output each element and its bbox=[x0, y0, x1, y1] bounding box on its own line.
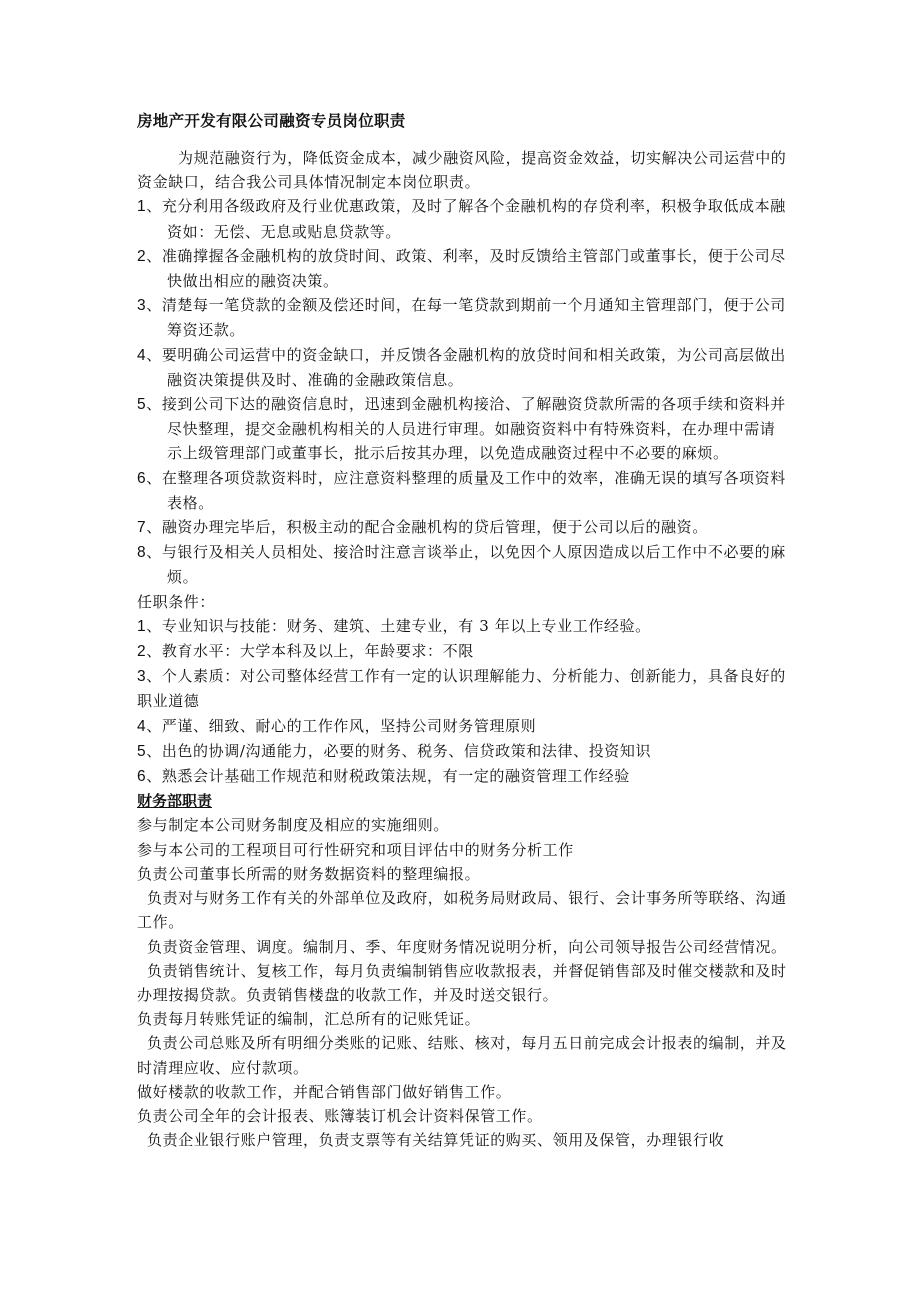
document-page bbox=[137, 110, 787, 1152]
item-number: 8 bbox=[137, 544, 147, 562]
responsibility-item bbox=[137, 293, 787, 342]
responsibility-item bbox=[137, 466, 787, 515]
item-text: 、清楚每一笔贷款的金额及偿还时间，在每一笔贷款到期前一个月通知主管理部门，便于公司筹资还款。 bbox=[146, 296, 786, 340]
finance-heading: 财务部职责 bbox=[137, 792, 213, 811]
item-text: 、个人素质：对公司整体经营工作有一定的认识理解能力、分析能力、创新能力，具备良好的职业道德 bbox=[137, 667, 786, 711]
item-number: 2 bbox=[137, 247, 147, 265]
responsibility-item bbox=[137, 343, 787, 392]
item-number: 1 bbox=[137, 198, 147, 216]
item-text: 、在整理各项贷款资料时，应注意资料整理的质量及工作中的效率，准确无误的填写各项资料表格。 bbox=[146, 468, 786, 512]
responsibility-item bbox=[137, 194, 787, 243]
finance-duty: 负责对与财务工作有关的外部单位及政府，如税务局财政局、银行、会计事务所等联络、沟通工作。 bbox=[137, 889, 787, 932]
finance-duty: 参与本公司的工程项目可行性研究和项目评估中的财务分析工作 bbox=[137, 840, 574, 859]
responsibility-item bbox=[137, 540, 787, 589]
item-text: 、准确撑握各金融机构的放贷时间、政策、利率，及时反馈给主管部门或董事长，便于公司尽快做出相应的融资决策。 bbox=[146, 246, 786, 291]
requirement-item bbox=[137, 714, 787, 739]
item-number: 5 bbox=[137, 396, 147, 414]
item-text: 、融资办理完毕后，积极主动的配合金融机构的贷后管理，便于公司以后的融资。 bbox=[146, 518, 708, 537]
item-number: 6 bbox=[137, 768, 147, 786]
item-number: 4 bbox=[137, 346, 147, 364]
item-number: 7 bbox=[137, 519, 147, 537]
requirement-item bbox=[137, 639, 787, 664]
item-number: 2 bbox=[137, 643, 147, 661]
responsibility-item bbox=[137, 392, 787, 466]
item-text: 、接到公司下达的融资信息时，迅速到金融机构接洽、了解融资贷款所需的各项手续和资料并尽快整理，提交金融机构相关的人员进行审理。如融资资料中有特殊资料，在办理中需请示上级管理部门或董事长，批示后按其办理，以免造成融资过程中不必要的麻烦。 bbox=[146, 395, 786, 463]
item-number: 4 bbox=[137, 717, 147, 735]
finance-duty: 参与制定本公司财务制度及相应的实施细则。 bbox=[137, 816, 450, 835]
item-number: 1 bbox=[137, 617, 147, 635]
finance-duty: 负责公司全年的会计报表、账簿装订机会计资料保管工作。 bbox=[137, 1106, 543, 1125]
finance-duty: 负责资金管理、调度。编制月、季、年度财务情况说明分析，向公司领导报告公司经营情况。 bbox=[147, 937, 787, 956]
item-text: 、专业知识与技能：财务、建筑、土建专业，有 3 年以上专业工作经验。 bbox=[146, 616, 651, 635]
item-number: 3 bbox=[137, 297, 147, 315]
item-number: 5 bbox=[137, 742, 147, 760]
finance-duty: 负责公司董事长所需的财务数据资料的整理编报。 bbox=[137, 864, 481, 883]
item-text: 、充分利用各级政府及行业优惠政策，及时了解各个金融机构的存贷利率，积极争取低成本融资如：无偿、无息或贴息贷款等。 bbox=[146, 197, 786, 241]
intro-paragraph: 为规范融资行为，降低资金成本，减少融资风险，提高资金效益，切实解决公司运营中的资金缺口，结合我公司具体情况制定本岗位职责。 bbox=[137, 149, 787, 192]
requirement-item bbox=[137, 739, 787, 764]
item-text: 、与银行及相关人员相处、接洽时注意言谈举止，以免因个人原因造成以后工作中不必要的麻烦。 bbox=[146, 543, 786, 587]
item-text: 、教育水平：大学本科及以上，年龄要求：不限 bbox=[146, 642, 474, 661]
document-title: 房地产开发有限公司融资专员岗位职责 bbox=[137, 112, 406, 130]
requirement-item bbox=[137, 664, 787, 713]
requirement-item bbox=[137, 764, 787, 789]
finance-duty: 负责每月转账凭证的编制，汇总所有的记账凭证。 bbox=[137, 1010, 481, 1029]
finance-duty: 做好楼款的收款工作，并配合销售部门做好销售工作。 bbox=[137, 1082, 512, 1101]
item-text: 、严谨、细致、耐心的工作作风，坚持公司财务管理原则 bbox=[146, 716, 537, 735]
item-number: 6 bbox=[137, 469, 147, 487]
responsibility-list bbox=[137, 194, 787, 589]
finance-duty: 负责企业银行账户管理，负责支票等有关结算凭证的购买、领用及保管，办理银行收 bbox=[147, 1131, 725, 1150]
requirements-list bbox=[137, 614, 787, 789]
item-text: 、熟悉会计基础工作规范和财税政策法规，有一定的融资管理工作经验 bbox=[146, 767, 630, 786]
requirement-item bbox=[137, 614, 787, 639]
finance-duty: 负责公司总账及所有明细分类账的记账、结账、核对，每月五日前完成会计报表的编制，并及时清理应收、应付款项。 bbox=[137, 1034, 787, 1077]
finance-duty: 负责销售统计、复核工作，每月负责编制销售应收款报表，并督促销售部及时催交楼款和及时办理按揭贷款。负责销售楼盘的收款工作，并及时送交银行。 bbox=[137, 961, 787, 1004]
finance-duty-list bbox=[137, 813, 787, 1152]
item-text: 、要明确公司运营中的资金缺口，并反馈各金融机构的放贷时间和相关政策，为公司高层做出融资决策提供及时、准确的金融政策信息。 bbox=[146, 345, 786, 389]
responsibility-item bbox=[137, 244, 787, 293]
item-number: 3 bbox=[137, 668, 147, 686]
requirements-label: 任职条件： bbox=[137, 592, 216, 611]
item-text: 、出色的协调/沟通能力，必要的财务、税务、信贷政策和法律、投资知识 bbox=[146, 741, 652, 760]
responsibility-item bbox=[137, 515, 787, 540]
